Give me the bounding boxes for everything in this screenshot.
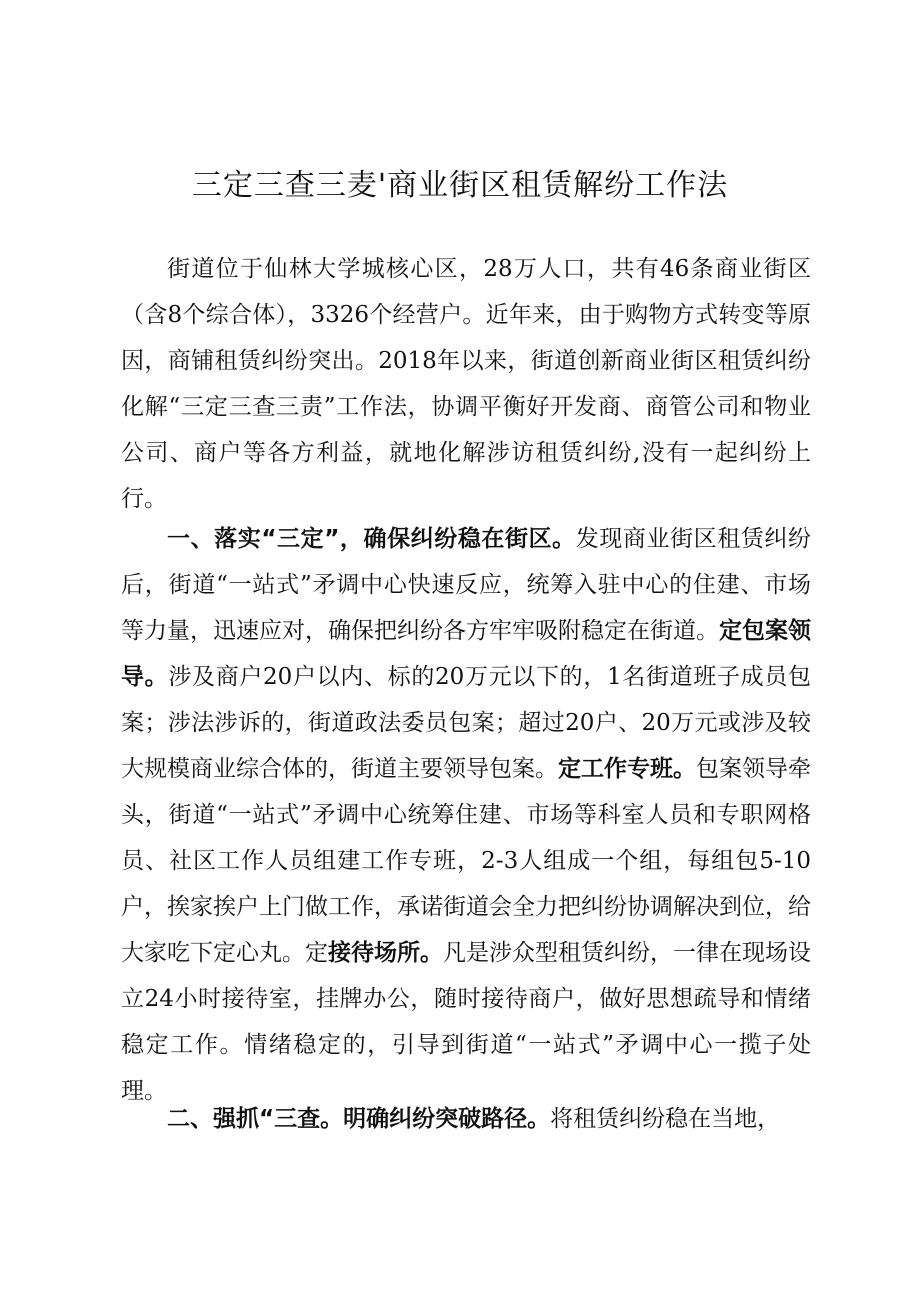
section1-heading: 一、落实“三定”，确保纠纷稳在街区。 [167, 526, 576, 552]
section1-paragraph [121, 516, 811, 1114]
sub2-text: 包案领导牵头，街道“一站式”矛调中心统筹住建、市场等科室人员和专职网格员、社区工作人员组建工作专班，2-3人组成一个组，每组包5-10户，挨家挨户上门做工作，承诺街道会全力把纠纷协调解决到位，给大家吃下定心丸。 [121, 756, 811, 966]
section1-text: 发现商业街区租赁纠纷后，街道“一站式”矛调中心快速反应，统筹入驻中心的住建、市场等力量，迅速应对，确保把纠纷各方牢牢吸附稳定在街道。 [121, 526, 812, 644]
document-title: 三定三查三麦'商业街区租赁解纷工作法 [191, 168, 729, 203]
sub1-label: 定包案领导。 [121, 618, 811, 690]
sub3-prefix: 定 [305, 940, 328, 966]
section2-paragraph [121, 1096, 811, 1142]
sub3-text: 凡是涉众型租赁纠纷，一律在现场设立24小时接待室，挂牌办公，随时接待商户，做好思想疏导和情绪稳定工作。情绪稳定的，引导到街道“一站式”矛调中心一揽子处理。 [121, 940, 811, 1104]
intro-paragraph: 街道位于仙林大学城核心区，28万人口，共有46条商业街区（含8个综合体），3326个经营户。近年来，由于购物方式转变等原因，商铺租赁纠纷突出。2018年以来，街道创新商业街区租赁纠纷化解“三定三查三责”工作法，协调平衡好开发商、商管公司和物业公司、商户等各方利益，就地化解涉访租赁纠纷,没有一起纠纷上行。 [121, 256, 811, 512]
section2-heading: 二、强抓“三查。明确纠纷突破路径。 [167, 1106, 551, 1132]
section2-text: 将租赁纠纷稳在当地， [550, 1106, 781, 1132]
sub2-label: 定工作专班。 [558, 756, 696, 782]
sub1-text: 涉及商户20户以内、标的20万元以下的，1名街道班子成员包案；涉法涉诉的，街道政法委员包案；超过20户、20万元或涉及较大规模商业综合体的，街道主要领导包案。 [121, 664, 812, 782]
sub3-label: 接待场所。 [328, 940, 443, 966]
